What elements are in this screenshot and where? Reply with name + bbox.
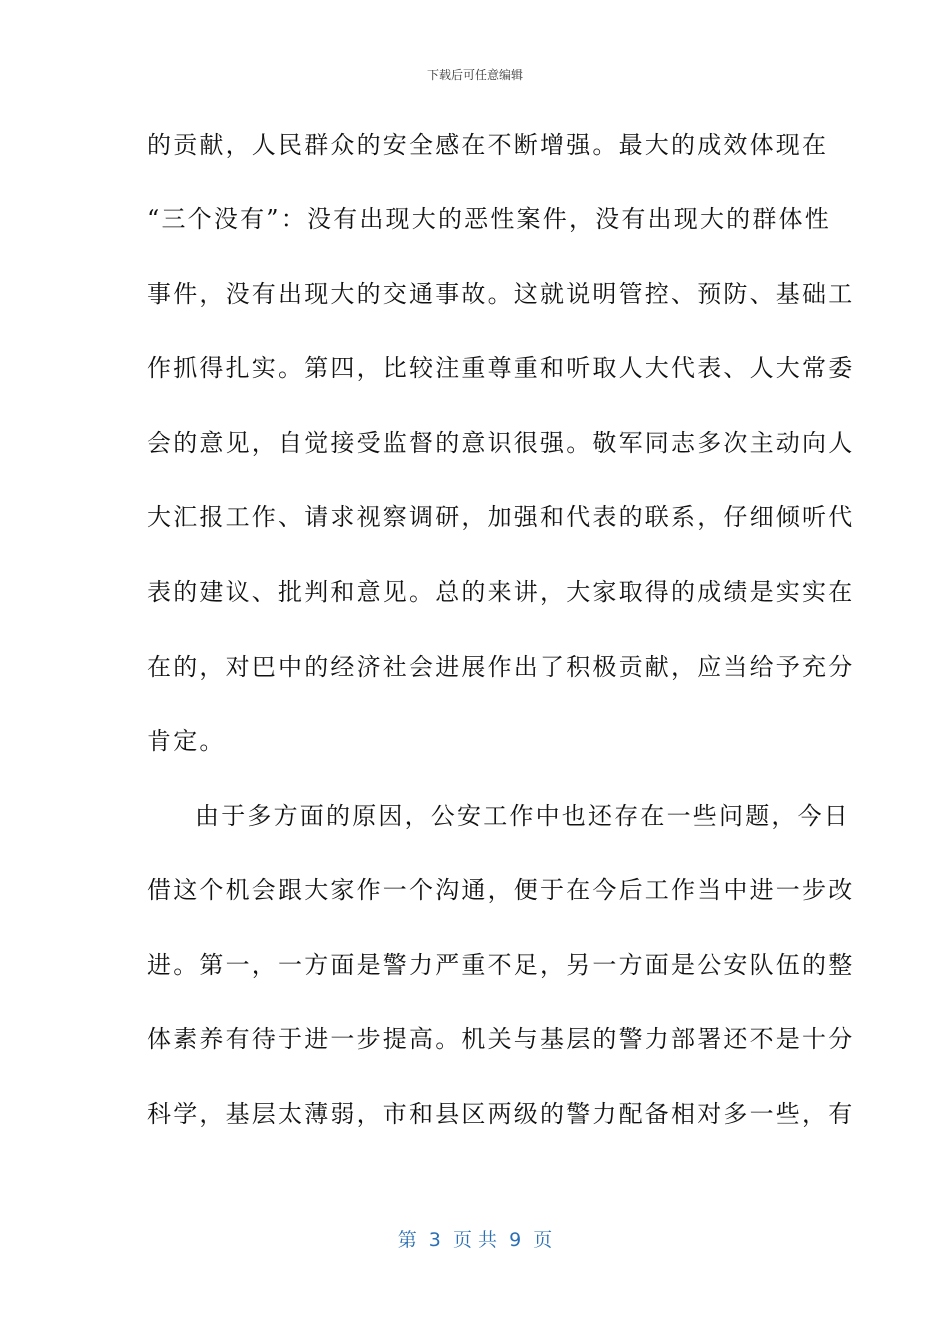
page-number-footer: 第 3 页 共 9 页 bbox=[397, 1229, 553, 1251]
text-line: 作抓得扎实。第四，比较注重尊重和听取人大代表、人大常委 bbox=[147, 354, 855, 382]
text-line: 肯定。 bbox=[147, 727, 226, 755]
text-line: “三个没有”：没有出现大的恶性案件，没有出现大的群体性 bbox=[147, 205, 831, 233]
text-line: 体素养有待于进一步提高。机关与基层的警力部署还不是十分 bbox=[147, 1025, 855, 1053]
text-line: 会的意见，自觉接受监督的意识很强。敬军同志多次主动向人 bbox=[147, 429, 855, 457]
text-line: 在的，对巴中的经济社会进展作出了积极贡献，应当给予充分 bbox=[147, 653, 855, 681]
paragraph-first-line: 由于多方面的原因，公安工作中也还存在一些问题，今日 bbox=[195, 802, 850, 830]
text-line: 的贡献，人民群众的安全感在不断增强。最大的成效体现在 bbox=[147, 131, 829, 159]
text-line: 进。第一，一方面是警力严重不足，另一方面是公安队伍的整 bbox=[147, 951, 855, 979]
text-line: 事件，没有出现大的交通事故。这就说明管控、预防、基础工 bbox=[147, 280, 855, 308]
page-header: 下载后可任意编辑 bbox=[426, 68, 523, 82]
text-line: 表的建议、批判和意见。总的来讲，大家取得的成绩是实实在 bbox=[147, 578, 855, 606]
text-line: 科学，基层太薄弱，市和县区两级的警力配备相对多一些，有 bbox=[147, 1100, 855, 1128]
text-line: 大汇报工作、请求视察调研，加强和代表的联系，仔细倾听代 bbox=[147, 503, 855, 531]
text-line: 借这个机会跟大家作一个沟通，便于在今后工作当中进一步改 bbox=[147, 876, 855, 904]
